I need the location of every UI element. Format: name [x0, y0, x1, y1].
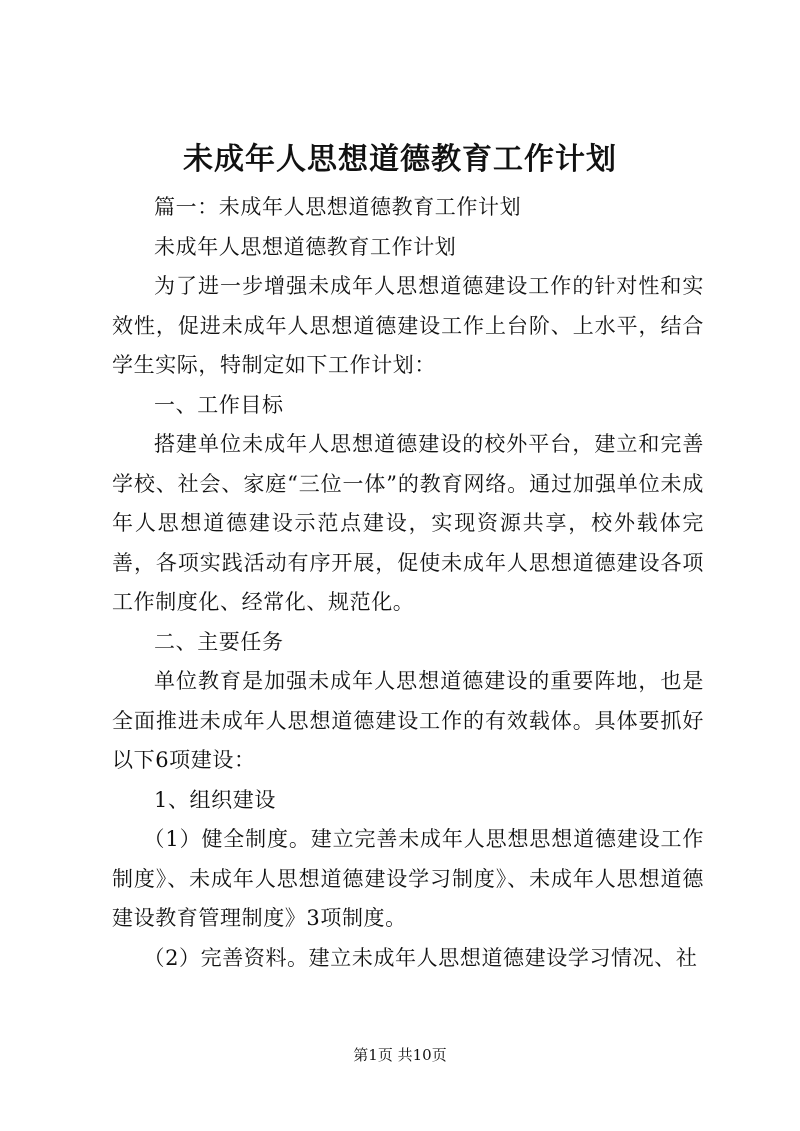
- body-paragraph: 搭建单位未成年人思想道德建设的校外平台，建立和完善学校、社会、家庭“三位一体”的教育网络。通过加强单位未成年人思想道德建设示范点建设，实现资源共享，校外载体完善，各项实践活动有序开展，促使未成年人思想道德建设各项工作制度化、经常化、规范化。: [112, 432, 704, 614]
- body-paragraph: 单位教育是加强未成年人思想道德建设的重要阵地，也是全面推进未成年人思想道德建设工作的有效载体。具体要抓好以下6项建设：: [112, 669, 704, 772]
- document-body: [112, 188, 704, 978]
- body-paragraph: （1）健全制度。建立完善未成年人思想思想道德建设工作制度》、未成年人思想道德建设学习制度》、未成年人思想道德建设教育管理制度》3项制度。: [112, 827, 704, 930]
- document-title: 未成年人思想道德教育工作计划: [183, 142, 617, 177]
- subsection-heading: 1、组织建设: [154, 787, 276, 812]
- section-heading: 篇一：未成年人思想道德教育工作计划: [154, 195, 522, 219]
- plan-subtitle: 未成年人思想道德教育工作计划: [154, 234, 457, 259]
- body-paragraph: （2）完善资料。建立未成年人思想道德建设学习情况、社: [143, 945, 698, 970]
- page-footer: 第1页 共10页: [353, 1046, 447, 1064]
- section-heading: 一、工作目标: [154, 392, 284, 417]
- section-heading: 二、主要任务: [154, 629, 284, 654]
- body-paragraph: 为了进一步增强未成年人思想道德建设工作的针对性和实效性，促进未成年人思想道德建设工作上台阶、上水平，结合学生实际，特制定如下工作计划：: [112, 274, 704, 377]
